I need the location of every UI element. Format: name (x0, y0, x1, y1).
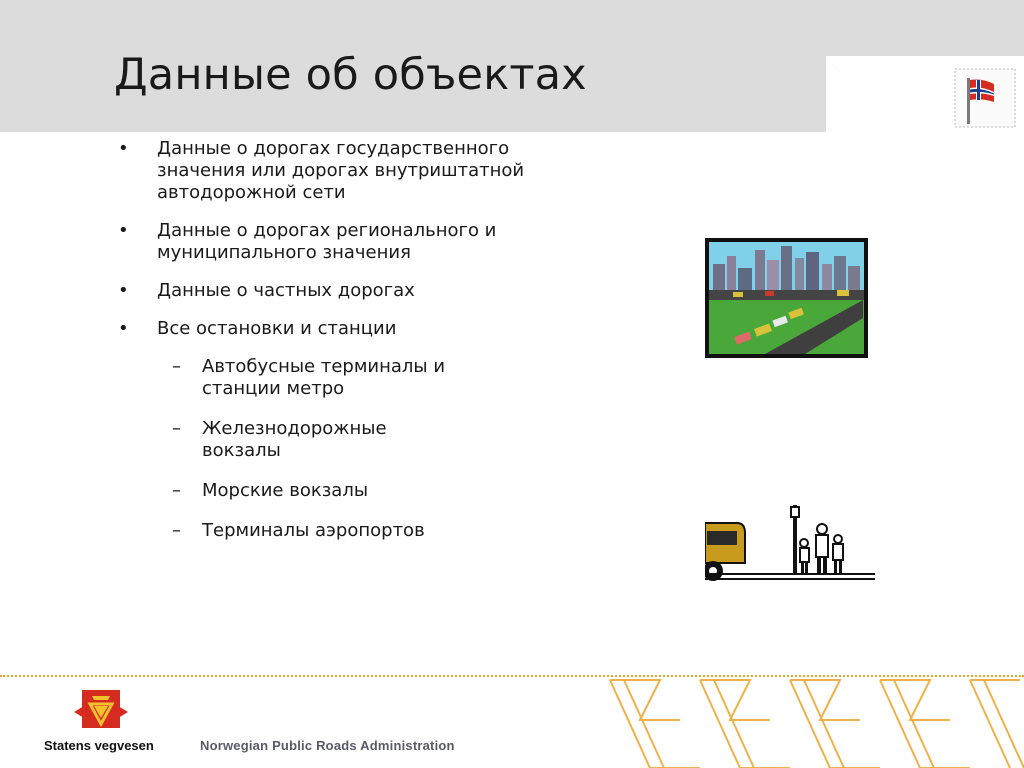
sublist-item (114, 356, 452, 400)
sublist-item-text: Автобусные терминалы и станции метро (202, 356, 446, 399)
brand-name: Statens vegvesen (44, 738, 154, 753)
sublist-item (114, 520, 452, 542)
slide-title: Данные об объектах (114, 50, 587, 100)
content-list (114, 138, 574, 560)
sublist-item-text: Железнодорожные вокзалы (202, 418, 387, 461)
list-item (114, 138, 574, 204)
list-item-text: Данные о частных дорогах (157, 280, 415, 301)
agency-name: Norwegian Public Roads Administration (200, 738, 455, 753)
list-item (114, 318, 574, 340)
list-item (114, 280, 574, 302)
sublist-item-text: Морские вокзалы (202, 480, 369, 501)
statens-vegvesen-logo (74, 690, 128, 730)
bullet: • (118, 318, 129, 339)
list-item (114, 220, 574, 264)
bullet: • (118, 220, 129, 241)
bullet: • (118, 138, 129, 159)
sublist (114, 356, 574, 542)
dash: – (172, 418, 181, 439)
city-traffic-image (705, 238, 868, 358)
sublist-item (114, 480, 452, 502)
flag-icon (954, 68, 1016, 128)
dash: – (172, 356, 181, 377)
list-item-text: Данные о дорогах регионального и муниципального значения (157, 220, 497, 263)
list-item-text: Данные о дорогах государственного значения или дорогах внутриштатной автодорожной сети (157, 138, 525, 203)
bus-stop-image (705, 503, 877, 589)
footer-decoration (590, 660, 1024, 768)
sublist-item (114, 418, 452, 462)
sublist-item-text: Терминалы аэропортов (202, 520, 425, 541)
dash: – (172, 480, 181, 501)
dash: – (172, 520, 181, 541)
list-item-text: Все остановки и станции (157, 318, 397, 339)
bullet: • (118, 280, 129, 301)
